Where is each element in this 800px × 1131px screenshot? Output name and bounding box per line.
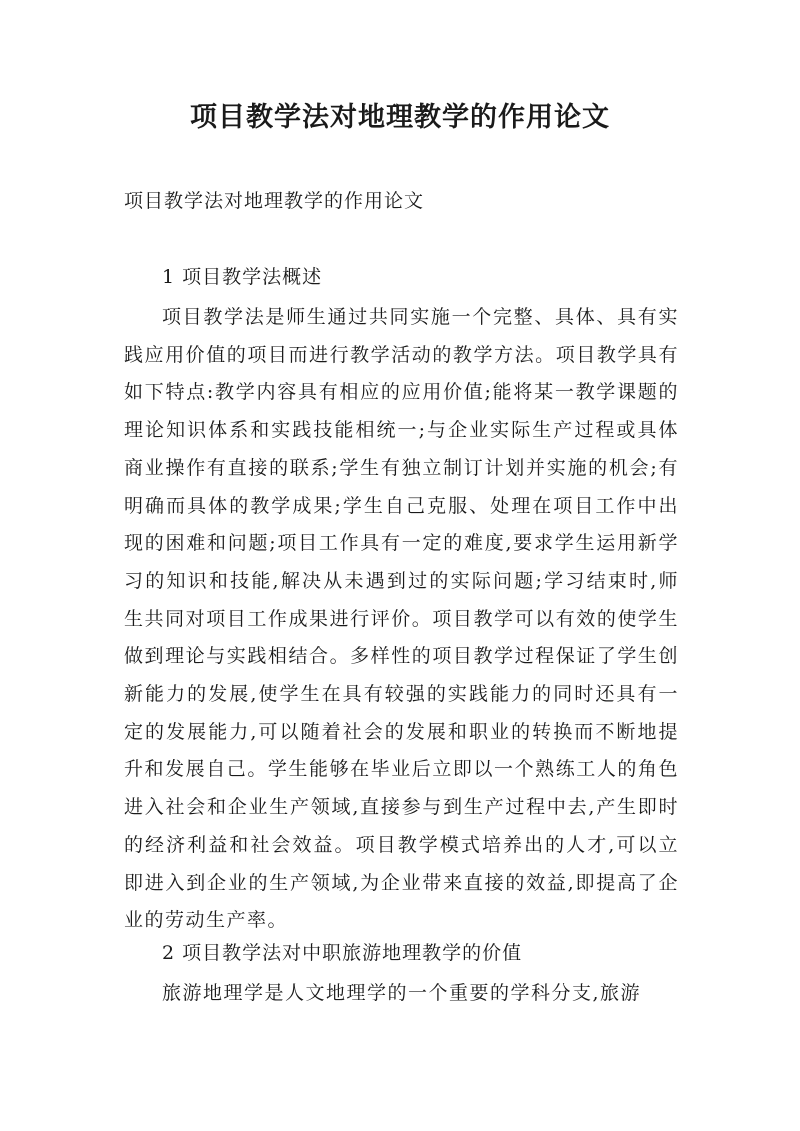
document-subtitle: 项目教学法对地理教学的作用论文 bbox=[124, 190, 425, 212]
section-heading-overview: 1 项目教学法概述 bbox=[162, 266, 323, 288]
document-title: 项目教学法对地理教学的作用论文 bbox=[190, 102, 610, 133]
section-paragraph-value: 旅游地理学是人文地理学的一个重要的学科分支,旅游 bbox=[162, 982, 642, 1004]
section-heading-value: 2 项目教学法对中职旅游地理教学的价值 bbox=[162, 942, 523, 964]
section-paragraph-overview: 项目教学法是师生通过共同实施一个完整、具体、具有实践应用价值的项目而进行教学活动的教学方法。项目教学具有如下特点:教学内容具有相应的应用价值;能将某一教学课题的理论知识体系和实践技能相统一;与企业实际生产过程或具体商业操作有直接的联系;学生有独立制订计划并实施的机会;有明确而具体的教学成果;学生自己克服、处理在项目工作中出现的困难和问题;项目工作具有一定的难度,要求学生运用新学习的知识和技能,解决从未遇到过的实际问题;学习结束时,师生共同对项目工作成果进行评价。项目教学可以有效的使学生做到理论与实践相结合。多样性的项目教学过程保证了学生创新能力的发展,使学生在具有较强的实践能力的同时还具有一定的发展能力,可以随着社会的发展和职业的转换而不断地提升和发展自己。学生能够在毕业后立即以一个熟练工人的角色进入社会和企业生产领域,直接参与到生产过程中去,产生即时的经济利益和社会效益。项目教学模式培养出的人才,可以立即进入到企业的生产领域,为企业带来直接的效益,即提高了企业的劳动生产率。 bbox=[124, 306, 679, 932]
